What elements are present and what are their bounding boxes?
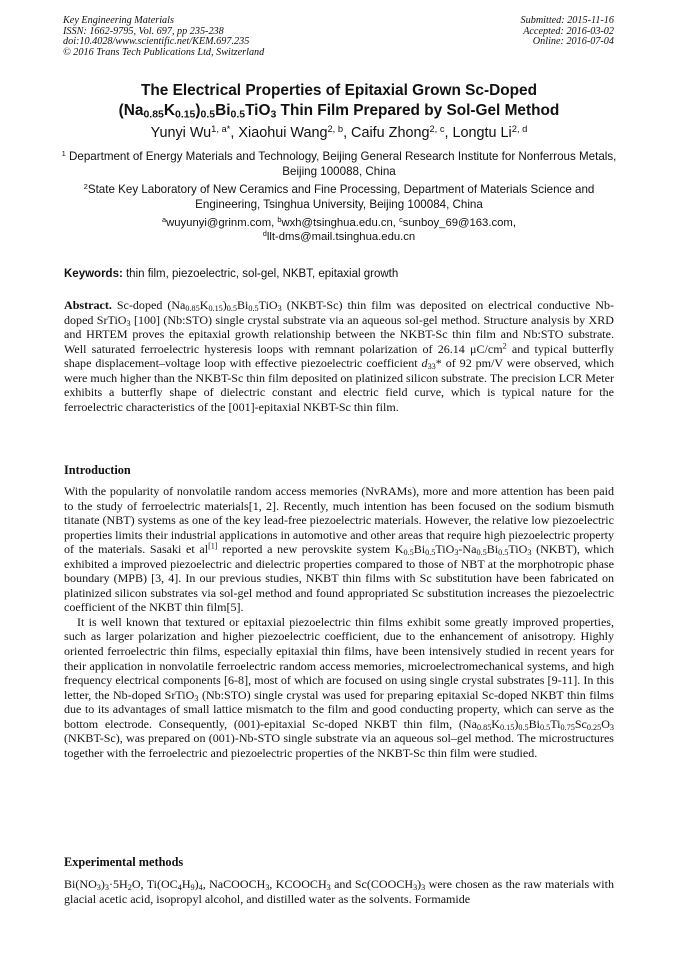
keywords-text: thin film, piezoelectric, sol-gel, NKBT, epitaxial growth [122, 268, 399, 280]
paragraph: With the popularity of nonvolatile random access memories (NvRAMs), more and more attention has been paid to the study of ferroelectric materials[1, 2]. Recently, much intention has been focused on the sodium bismuth titanate (NBT) systems as one of the key lead-free piezoelectric materials. However, the relative low piezoelectric properties limits their industrial applications in automotive and other areas that require high piezoelectric property of the materials. Sasaki et al[1] reported a new perovskite system $K_{0.5}Bi_{0.5}TiO_3-Na_{0.5}Bi_{0.5}TiO_3$ (NKBT), which exhibited a improved piezoelectric and dielectric properties compared to those of NBT at the morphotropic phase boundary (MPB) [3, 4]. In our previous studies, NKBT thin films with Sc substitution have been fabricated on platinized silicon substrates via sol-gel method and found appropriated Sc substitution increases the piezoelectric coefficient of the NKBT thin film[5]. [64, 484, 614, 615]
paragraph: It is well known that textured or epitaxial piezoelectric thin films exhibit some greatly improved properties, such as larger polarization and higher piezoelectric coefficient, due to the enhancement of anisotropy. Highly oriented ferroelectric thin films, especially epitaxial thin films, have been intensively studied in recent years for their application in nonvolatile ferroelectric random access memories, microelectromechanical systems, and high frequency electrical components [6-8], most of which are focused on using single crystal substrates [9-11]. In this letter, the Nb-doped SrTiO$_3$ (Nb:STO) single crystal was used for preparing epitaxial Sc-doped NKBT thin films due to its advantages of small lattice mismatch to the film and good conducting property, which can serve as the bottom electrode. Consequently, (001)-epitaxial Sc-doped NKBT thin film, $(Na_{0.85}K_{0.15})_{0.5}Bi_{0.5}Ti_{0.75}Sc_{0.25}O_3$ (NKBT-Sc), was prepared on (001)-Nb-STO single substrate via an aqueous sol–gel method. The microstructures together with the ferroelectric and piezoelectric properties of the NKBT-Sc thin film were studied. [64, 614, 614, 760]
experimental-body [64, 877, 614, 906]
paper-title [50, 81, 628, 121]
title-line-1: The Electrical Properties of Epitaxial Grown Sc-Doped [141, 82, 537, 99]
author-name: , Caifu Zhong [343, 125, 430, 141]
author-name: , Longtu Li [444, 125, 512, 141]
issn: ISSN: 1662-9795, Vol. 697, pp 235-238 [63, 25, 224, 37]
section-heading-experimental: Experimental methods [64, 855, 184, 869]
citation-link[interactable]: [1] [208, 541, 218, 551]
abstract-label: Abstract. [64, 298, 112, 312]
email-link[interactable]: wxh@tsinghua.edu.cn, [281, 217, 400, 229]
copyright: © 2016 Trans Tech Publications Ltd, Switzerland [63, 46, 265, 58]
email-link[interactable]: llt-dms@mail.tsinghua.edu.cn [266, 230, 416, 243]
journal-info [63, 16, 264, 58]
journal-name: Key Engineering Materials [63, 15, 174, 26]
paragraph: $Bi(NO_3)_3\cdot 5H_2O$, $Ti(OC_4H_9)_4$, NaCOOCH$_3$, $KCOOCH_3$ and $Sc(COOCH_3)_3$ were chosen as the raw materials with glacial acetic acid, isopropyl alcohol, and distilled water as the solvents. Formamide [64, 877, 614, 906]
dates-info [521, 16, 614, 48]
author-name: Yunyi Wu [150, 125, 212, 141]
affiliation-2: $^2$State Key Laboratory of New Ceramics and Fine Processing, Department of Materials Science and Engineering, Tsinghua University, Beijing 100084, China [83, 181, 595, 211]
accepted-date: Accepted: 2016-03-02 [523, 25, 614, 37]
affiliation-1: $^1$ Department of Energy Materials and Technology, Beijing General Research Institute for Nonferrous Metals, Beijing 100088, China [61, 148, 617, 178]
introduction-body [64, 484, 614, 760]
submitted-date: Submitted: 2015-11-16 [520, 15, 614, 26]
title-line-2: $(Na_{0.85}K_{0.15})_{0.5}Bi_{0.5}TiO_3$ Thin Film Prepared by Sol-Gel Method [118, 102, 560, 121]
abstract: Abstract. Sc-doped $(Na_{0.85}K_{0.15})_{0.5}Bi_{0.5}TiO_3$ (NKBT-Sc) thin film was deposited on electrical conductive Nb-doped SrTiO$_3$ [100] (Nb:STO) single crystal substrate via an aqueous sol-gel method. Structure analysis by XRD and HRTEM proves the epitaxial growth relationship between the NKBT-Sc thin film and Nb:STO substrate. Well saturated ferroelectric hysteresis loops with remnant polarization of 26.14 $\mu C/cm^2$ and typical butterfly shape displacement–voltage loop with effective piezoelectric coefficient $d_{33}*$ of 92 pm/V were observed, which were much higher than the NKBT-Sc thin film deposited on platinized silicon substrate. The precision LCR Meter exhibits a butterfly shape of dielectric constant and electric field curve, which is typical nature for the ferroelectric characteristics of the [001]-epitaxial NKBT-Sc thin film. [64, 298, 614, 414]
doi[interactable]: doi:10.4028/www.scientific.net/KEM.697.235 [63, 36, 250, 48]
email-link[interactable]: wuyunyi@grinm.com, [166, 217, 278, 229]
email-link[interactable]: sunboy_69@163.com, [402, 217, 516, 229]
section-heading-introduction: Introduction [64, 463, 131, 477]
author-emails: $^a$wuyunyi@grinm.com, $^b$wxh@tsinghua.edu.cn, $^c$sunboy_69@163.com, $^d$llt-dms@mail.tsinghua.edu.cn [162, 214, 516, 243]
author-name: , Xiaohui Wang [230, 125, 328, 141]
keywords [64, 267, 616, 281]
author-list: Yunyi $Wu^{1, a*}$, Xiaohui Wang$^{2, b}$, Caifu Zhong$^{2, c}$, Longtu Li$^{2, d}$ [150, 123, 528, 141]
keywords-label: Keywords: [64, 268, 123, 280]
online-date: Online: 2016-07-04 [532, 36, 614, 48]
